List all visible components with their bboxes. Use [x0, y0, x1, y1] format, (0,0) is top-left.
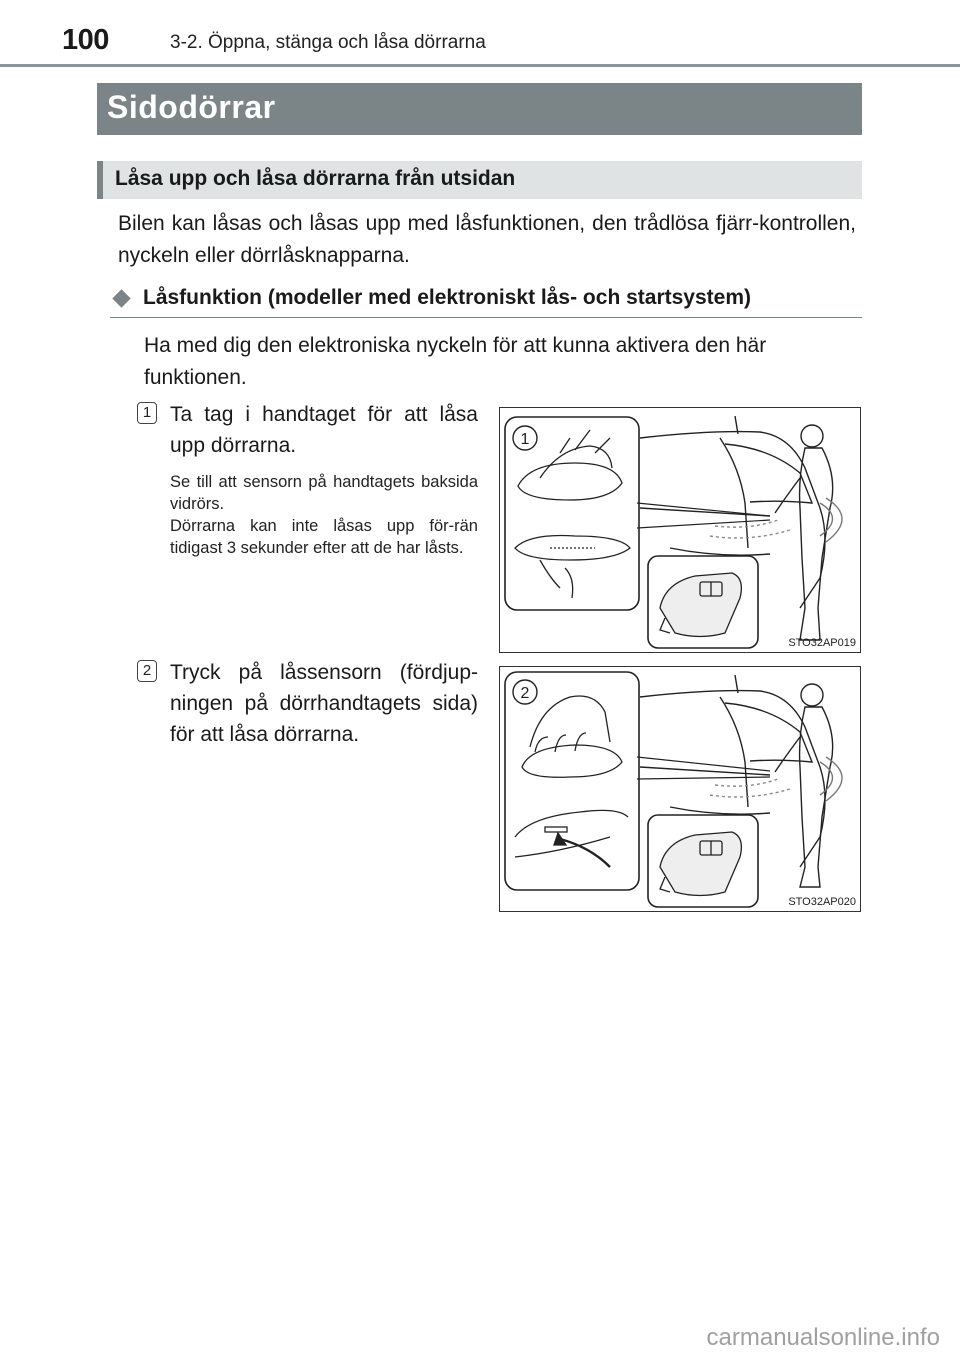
unlock-illustration-svg: [500, 408, 861, 653]
figure-lock-illustration: [499, 666, 861, 912]
section-title: Sidodörrar: [107, 89, 276, 125]
step-1-note-2: Dörrarna kan inte låsas upp för-rän tidigast 3 sekunder efter att de har låsts.: [170, 517, 478, 557]
figure-1-callout: 1: [520, 431, 530, 448]
step-1-note-1: Se till att sensorn på handtagets baksida vidrörs.: [170, 473, 478, 513]
subsection-bar: [97, 161, 862, 199]
page-number: 100: [62, 24, 109, 56]
feature-title: Låsfunktion (modeller med elektroniskt lås- och startsystem): [143, 286, 751, 309]
feature-heading: [110, 285, 862, 318]
figure-2-callout: 2: [520, 685, 530, 702]
subsection-accent: [97, 161, 103, 199]
diamond-bullet-icon: [112, 289, 130, 307]
step-1-notes: [170, 471, 478, 559]
subsection-title: Låsa upp och låsa dörrarna från utsidan: [115, 167, 516, 190]
feature-paragraph: Ha med dig den elektroniska nyckeln för att kunna aktivera den här funktionen.: [144, 334, 767, 389]
step-1-marker: 1: [137, 402, 157, 424]
figure-2-code: STO32AP020: [788, 896, 856, 908]
watermark: carmanualsonline.info: [706, 1324, 940, 1351]
header-rule: [0, 64, 960, 67]
chapter-title: 3-2. Öppna, stänga och låsa dörrarna: [170, 32, 486, 53]
section-banner: [97, 83, 862, 135]
intro-paragraph: Bilen kan låsas och låsas upp med låsfunktionen, den trådlösa fjärr-kontrollen, nyckeln eller dörrlåsknapparna.: [118, 212, 856, 267]
step-2-text: Tryck på låssensorn (fördjup-ningen på dörrhandtagets sida) för att låsa dörrarna.: [170, 661, 478, 746]
step-1-text: Ta tag i handtaget för att låsa upp dörrarna.: [170, 403, 478, 457]
figure-1-code: STO32AP019: [788, 637, 856, 649]
step-2-marker: 2: [137, 660, 157, 682]
lock-illustration-svg: [500, 667, 861, 912]
figure-unlock-illustration: [499, 407, 861, 653]
